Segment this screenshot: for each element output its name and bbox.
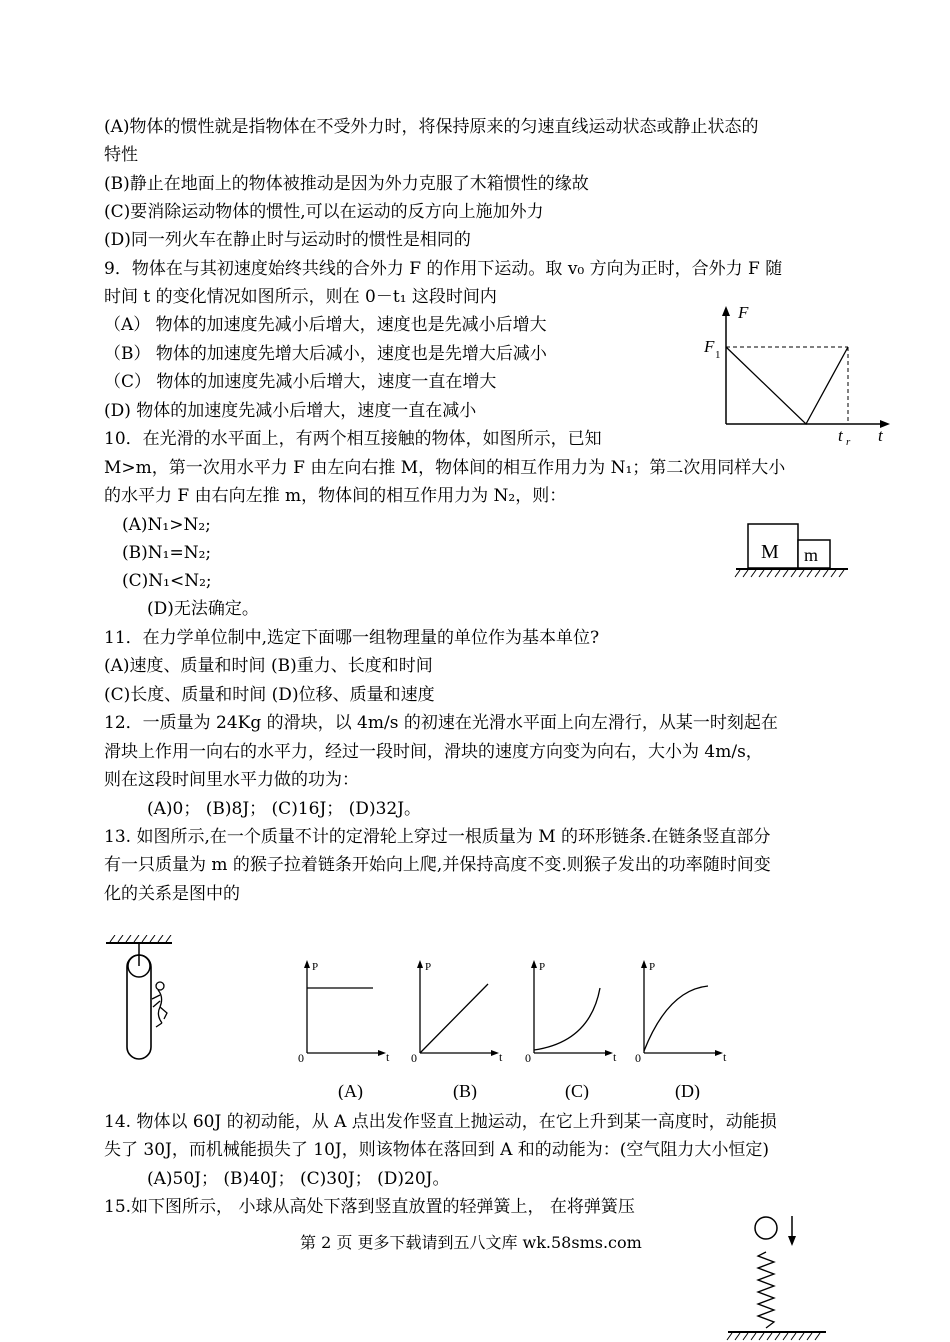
q13-graph-d-y-label: P: [649, 961, 656, 973]
q10-stem-line1: 10．在光滑的水平面上，有两个相互接触的物体，如图所示，已知: [104, 429, 602, 449]
q13-power-graphs: [280, 950, 750, 1100]
q12-stem-line1: 12．一质量为 24Kg 的滑块，以 4m/s 的初速在光滑水平面上向左滑行，从某一时刻起在: [104, 713, 778, 733]
q9-stem-line2: 时间 t 的变化情况如图所示，则在 0－t₁ 这段时间内: [104, 287, 497, 307]
q9-graph-y-label: F: [738, 303, 749, 322]
q13-graph-b-origin: 0: [411, 1051, 417, 1065]
q9-option-c: （C） 物体的加速度先减小后增大，速度一直在增大: [104, 372, 497, 392]
q13-graph-a-origin: 0: [298, 1051, 304, 1065]
q11-stem: 11．在力学单位制中,选定下面哪一组物理量的单位作为基本单位?: [104, 628, 600, 648]
q15-fall-arrow-head: [788, 1236, 796, 1246]
q13-graph-c-label: (C): [565, 1081, 589, 1100]
q10-ground-hatch: [735, 570, 844, 577]
q10-option-d: (D)无法确定。: [147, 599, 259, 619]
q13-graph-d-curve: [644, 986, 708, 1051]
q14-options: (A)50J； (B)40J； (C)30J； (D)20J。: [147, 1169, 450, 1189]
q13-graph-a: [298, 960, 390, 1100]
q12-options: (A)0； (B)8J； (C)16J； (D)32J。: [147, 799, 422, 819]
q9-option-d: (D) 物体的加速度先减小后增大，速度一直在减小: [104, 401, 477, 421]
q9-force-time-graph: [700, 298, 895, 448]
q14-stem-line2: 失了 30J，而机械能损失了 10J，则该物体在落回到 A 和的动能为：(空气阻力大小恒定): [104, 1140, 770, 1160]
q13-stem-line3: 化的关系是图中的: [104, 884, 240, 904]
q10-option-b: (B)N₁=N₂;: [122, 543, 212, 563]
q13-graph-d-origin: 0: [635, 1051, 641, 1065]
q8-option-a-line1: (A)物体的惯性就是指物体在不受外力时，将保持原来的匀速直线运动状态或静止状态的: [104, 117, 759, 137]
page-footer: 第 2 页 更多下载请到五八文库 wk.58sms.com: [300, 1233, 642, 1252]
q15-stem-line1: 15.如下图所示， 小球从高处下落到竖直放置的轻弹簧上， 在将弹簧压: [104, 1197, 635, 1217]
q11-options-cd: (C)长度、质量和时间 (D)位移、质量和速度: [104, 685, 435, 705]
q14-stem-line1: 14. 物体以 60J 的初动能，从 A 点出发作竖直上抛运动，在它上升到某一高度时，动能损: [104, 1112, 777, 1132]
q9-graph-tr-sub: r: [846, 436, 851, 448]
q9-graph-force-line: [726, 347, 848, 424]
q13-graph-a-x-label: t: [386, 1050, 390, 1064]
q9-graph-f1-label: F: [704, 337, 715, 356]
q13-monkey: [152, 982, 167, 1027]
q13-graph-a-label: (A): [338, 1081, 363, 1100]
q10-stem-line2: M>m，第一次用水平力 F 由左向右推 M，物体间的相互作用力为 N₁；第二次用同样大小: [104, 458, 786, 478]
q13-chain-loop: [127, 955, 151, 1059]
q13-stem-line1: 13. 如图所示,在一个质量不计的定滑轮上穿过一根质量为 M 的环形链条.在链条竖直部分: [104, 827, 771, 847]
q13-graph-d-x-label: t: [723, 1050, 727, 1064]
q13-graph-c-x-label: t: [613, 1050, 617, 1064]
q8-option-c: (C)要消除运动物体的惯性,可以在运动的反方向上施加外力: [104, 202, 544, 222]
q12-stem-line2: 滑块上作用一向右的水平力，经过一段时间，滑块的速度方向变为向右，大小为 4m/s，: [104, 742, 763, 762]
q13-graph-c: [525, 960, 617, 1100]
q9-stem-line1: 9．物体在与其初速度始终共线的合外力 F 的作用下运动。取 v₀ 方向为正时，合外力 F 随: [104, 259, 783, 279]
q15-spring: [758, 1252, 774, 1328]
q15-ball: [755, 1217, 777, 1239]
q10-big-label: M: [761, 541, 779, 563]
q13-pulley-figure: [100, 935, 182, 1065]
q13-graph-d: [635, 960, 727, 1100]
q13-graph-b-label: (B): [453, 1081, 477, 1100]
q13-stem-line2: 有一只质量为 m 的猴子拉着链条开始向上爬,并保持高度不变.则猴子发出的功率随时间变: [104, 855, 771, 875]
q13-ceiling-hatch: [110, 935, 171, 942]
q15-ball-spring-figure: [722, 1210, 830, 1342]
q8-option-b: (B)静止在地面上的物体被推动是因为外力克服了木箱惯性的缘故: [104, 174, 589, 194]
q9-option-b: （B） 物体的加速度先增大后减小，速度也是先增大后减小: [104, 344, 547, 364]
q10-stem-line3: 的水平力 F 由右向左推 m，物体间的相互作用力为 N₂，则：: [104, 486, 567, 506]
q10-small-label: m: [804, 545, 819, 565]
q9-graph-tr-label: t: [838, 426, 843, 445]
q11-options-ab: (A)速度、质量和时间 (B)重力、长度和时间: [104, 656, 433, 676]
q10-option-a: (A)N₁>N₂;: [122, 515, 211, 535]
q8-option-d: (D)同一列火车在静止时与运动时的惯性是相同的: [104, 230, 471, 250]
q13-graph-c-origin: 0: [525, 1051, 531, 1065]
q15-ground-hatch: [727, 1333, 820, 1340]
q13-graph-a-y-label: P: [312, 961, 319, 973]
q9-option-a: （A） 物体的加速度先减小后增大，速度也是先减小后增大: [104, 315, 547, 335]
q13-graph-b-curve: [420, 984, 488, 1053]
q8-option-a-line2: 特性: [104, 145, 138, 165]
q13-graph-b: [411, 960, 503, 1100]
q9-graph-t-label: t: [878, 426, 883, 445]
q10-option-c: (C)N₁<N₂;: [122, 571, 212, 591]
q9-graph-f1-sub: 1: [715, 349, 721, 361]
q13-graph-b-y-label: P: [425, 961, 432, 973]
q9-graph-y-arrow: [722, 306, 730, 316]
q10-blocks-figure: [734, 518, 854, 582]
q12-stem-line3: 则在这段时间里水平力做的功为：: [104, 770, 359, 790]
q13-graph-c-y-label: P: [539, 961, 546, 973]
q13-graph-d-label: (D): [675, 1081, 700, 1100]
q13-graph-b-x-label: t: [499, 1050, 503, 1064]
q13-graph-c-curve: [534, 988, 600, 1050]
